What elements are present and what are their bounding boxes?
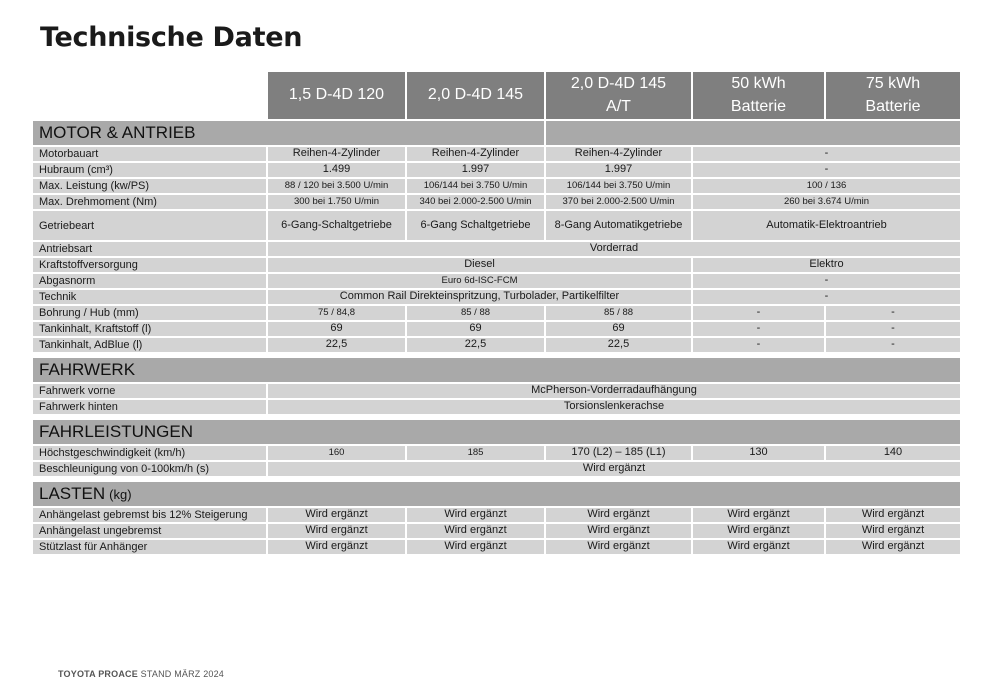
row-label: Tankinhalt, AdBlue (l) — [33, 338, 266, 352]
table-cell: - — [693, 163, 960, 177]
column-header-4 — [693, 72, 824, 119]
spec-table — [33, 72, 950, 554]
row-label: Max. Leistung (kw/PS) — [33, 179, 266, 193]
row-label: Technik — [33, 290, 266, 304]
table-cell: Reihen-4-Zylinder — [546, 147, 691, 161]
table-cell: Euro 6d-ISC-FCM — [268, 274, 691, 288]
table-cell: 22,5 — [546, 338, 691, 352]
section-heading-fahrwerk: FAHRWERK — [33, 358, 960, 382]
table-cell: 85 / 88 — [407, 306, 544, 320]
table-cell: 1.997 — [546, 163, 691, 177]
table-cell: - — [693, 322, 824, 336]
section-heading-bar — [546, 121, 960, 145]
section-heading-lasten — [33, 482, 960, 506]
column-header-text: 1,5 D-4D 120 — [288, 86, 385, 104]
table-cell: - — [826, 338, 960, 352]
table-cell: Wird ergänzt — [268, 524, 405, 538]
table-cell: 6-Gang Schaltgetriebe — [407, 211, 544, 240]
row-label: Abgasnorm — [33, 274, 266, 288]
header-corner — [33, 72, 266, 119]
table-cell: 260 bei 3.674 U/min — [693, 195, 960, 209]
table-cell: Wird ergänzt — [546, 508, 691, 522]
table-cell: 130 — [693, 446, 824, 460]
table-cell: Elektro — [693, 258, 960, 272]
table-cell: 1.499 — [268, 163, 405, 177]
table-cell: 69 — [546, 322, 691, 336]
row-label: Anhängelast ungebremst — [33, 524, 266, 538]
column-header-1 — [268, 72, 405, 119]
column-header-2 — [407, 72, 544, 119]
table-cell: 106/144 bei 3.750 U/min — [407, 179, 544, 193]
table-cell: 100 / 136 — [693, 179, 960, 193]
table-cell: - — [693, 274, 960, 288]
column-header-text: 75 kWh — [865, 75, 921, 93]
table-cell: McPherson-Vorderradaufhängung — [268, 384, 960, 398]
footer-brand: TOYOTA PROACE — [58, 669, 138, 679]
table-cell: Wird ergänzt — [268, 540, 405, 554]
footer-date: STAND MÄRZ 2024 — [140, 669, 225, 679]
table-cell: 8-Gang Automatikgetriebe — [546, 211, 691, 240]
table-cell: 160 — [268, 446, 405, 460]
row-label: Getriebeart — [33, 211, 266, 240]
section-spacer — [33, 416, 960, 418]
row-label: Antriebsart — [33, 242, 266, 256]
table-cell: Wird ergänzt — [268, 462, 960, 476]
row-label: Bohrung / Hub (mm) — [33, 306, 266, 320]
column-header-text: 50 kWh — [731, 75, 786, 93]
row-label: Beschleunigung von 0-100km/h (s) — [33, 462, 266, 476]
section-heading-unit: (kg) — [109, 486, 132, 502]
section-heading-fahrleistungen: FAHRLEISTUNGEN — [33, 420, 960, 444]
section-spacer — [33, 354, 960, 356]
column-header-subtext: A/T — [606, 97, 631, 115]
row-label: Motorbauart — [33, 147, 266, 161]
table-cell: 140 — [826, 446, 960, 460]
table-cell: Reihen-4-Zylinder — [407, 147, 544, 161]
table-cell: Wird ergänzt — [826, 524, 960, 538]
row-label: Höchstgeschwindigkeit (km/h) — [33, 446, 266, 460]
table-cell: 22,5 — [407, 338, 544, 352]
row-label: Tankinhalt, Kraftstoff (l) — [33, 322, 266, 336]
table-cell: - — [693, 306, 824, 320]
table-cell: - — [826, 306, 960, 320]
table-cell: Wird ergänzt — [826, 540, 960, 554]
row-label: Stützlast für Anhänger — [33, 540, 266, 554]
page-footer — [58, 669, 224, 679]
row-label: Anhängelast gebremst bis 12% Steigerung — [33, 508, 266, 522]
table-cell: 6-Gang-Schaltgetriebe — [268, 211, 405, 240]
table-cell: 106/144 bei 3.750 U/min — [546, 179, 691, 193]
row-label: Fahrwerk hinten — [33, 400, 266, 414]
table-cell: 300 bei 1.750 U/min — [268, 195, 405, 209]
table-cell: - — [826, 322, 960, 336]
table-cell: Common Rail Direkteinspritzung, Turbolader, Partikelfilter — [268, 290, 691, 304]
table-cell: - — [693, 290, 960, 304]
page-title: Technische Daten — [40, 22, 303, 53]
table-cell: Wird ergänzt — [407, 540, 544, 554]
table-cell: Wird ergänzt — [693, 524, 824, 538]
table-cell: Wird ergänzt — [546, 540, 691, 554]
row-label: Max. Drehmoment (Nm) — [33, 195, 266, 209]
table-cell: - — [693, 338, 824, 352]
table-cell: 22,5 — [268, 338, 405, 352]
table-cell: Automatik-Elektroantrieb — [693, 211, 960, 240]
table-cell: 85 / 88 — [546, 306, 691, 320]
table-cell: 69 — [268, 322, 405, 336]
table-cell: Torsionslenkerachse — [268, 400, 960, 414]
column-header-3 — [546, 72, 691, 119]
section-spacer — [33, 478, 960, 480]
column-header-subtext: Batterie — [865, 97, 921, 115]
table-cell: Wird ergänzt — [693, 508, 824, 522]
table-cell: Vorderrad — [268, 242, 960, 256]
table-cell: - — [693, 147, 960, 161]
table-cell: Wird ergänzt — [826, 508, 960, 522]
table-cell: 185 — [407, 446, 544, 460]
column-header-5 — [826, 72, 960, 119]
table-cell: Wird ergänzt — [407, 524, 544, 538]
table-cell: Wird ergänzt — [693, 540, 824, 554]
table-cell: 75 / 84,8 — [268, 306, 405, 320]
column-header-subtext: Batterie — [730, 97, 787, 115]
table-cell: Wird ergänzt — [407, 508, 544, 522]
table-cell: 370 bei 2.000-2.500 U/min — [546, 195, 691, 209]
row-label: Kraftstoffversorgung — [33, 258, 266, 272]
table-cell: 69 — [407, 322, 544, 336]
table-cell: Reihen-4-Zylinder — [268, 147, 405, 161]
row-label: Hubraum (cm³) — [33, 163, 266, 177]
row-label: Fahrwerk vorne — [33, 384, 266, 398]
column-header-text: 2,0 D-4D 145 — [427, 86, 524, 104]
section-heading-motor: MOTOR & ANTRIEB — [33, 121, 544, 145]
table-cell: Wird ergänzt — [546, 524, 691, 538]
section-heading-text: LASTEN — [39, 484, 106, 503]
table-cell: 170 (L2) – 185 (L1) — [546, 446, 691, 460]
table-cell: 88 / 120 bei 3.500 U/min — [268, 179, 405, 193]
column-header-text: 2,0 D-4D 145 — [570, 75, 667, 93]
table-cell: Diesel — [268, 258, 691, 272]
table-cell: 340 bei 2.000-2.500 U/min — [407, 195, 544, 209]
table-cell: Wird ergänzt — [268, 508, 405, 522]
table-cell: 1.997 — [407, 163, 544, 177]
